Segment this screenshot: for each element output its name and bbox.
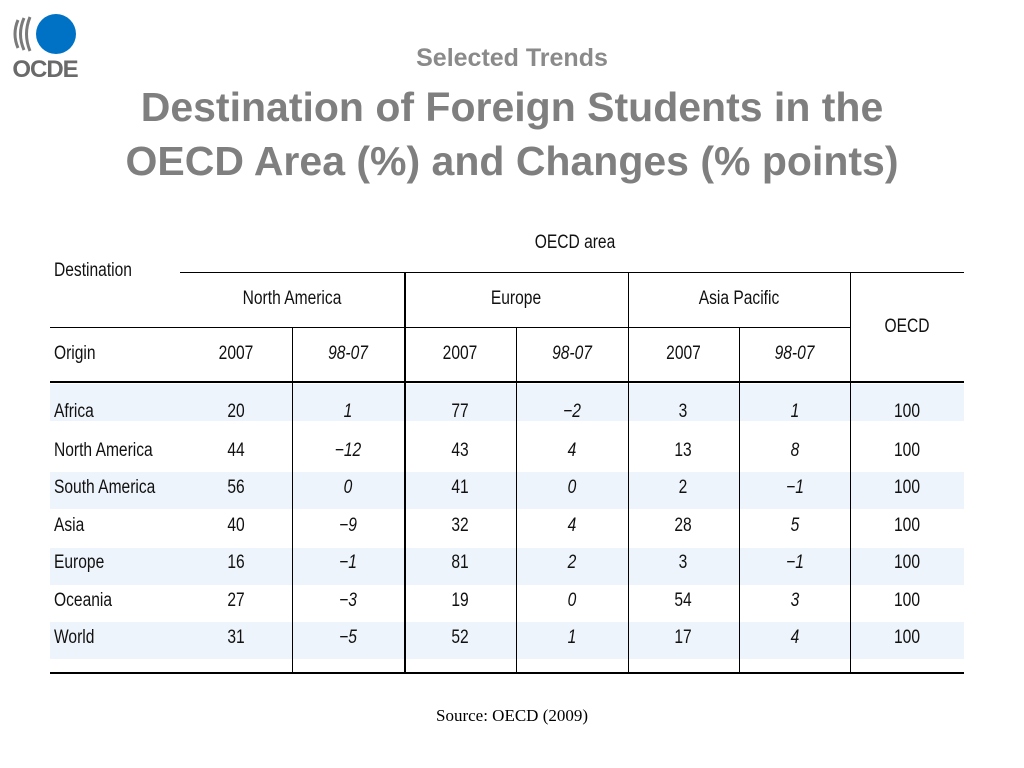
origin-cell: Asia	[54, 515, 85, 536]
col-divider	[404, 272, 406, 674]
value-cell: 100	[893, 590, 920, 611]
value-cell: −2	[563, 401, 581, 422]
value-cell: 0	[567, 477, 577, 498]
col-divider	[628, 272, 629, 674]
value-cell: 100	[893, 401, 920, 422]
value-cell: 0	[567, 590, 577, 611]
value-cell: 40	[227, 515, 245, 536]
value-cell: 2	[678, 477, 688, 498]
value-cell: 52	[451, 627, 469, 648]
value-cell: 1	[790, 401, 800, 422]
value-cell: 31	[227, 627, 245, 648]
col-divider	[516, 327, 517, 674]
subheader-2007: 2007	[666, 343, 701, 364]
value-cell: −1	[339, 552, 357, 573]
subheader-98-07: 98-07	[328, 343, 368, 364]
value-cell: −1	[786, 477, 804, 498]
title-line-2: OECD Area (%) and Changes (% points)	[125, 138, 899, 184]
origin-cell: South America	[54, 477, 156, 498]
oecd-area-header: OECD area	[534, 232, 616, 253]
value-cell: −5	[339, 627, 357, 648]
value-cell: 20	[227, 401, 245, 422]
value-cell: 1	[343, 401, 353, 422]
value-cell: 19	[451, 590, 469, 611]
value-cell: 3	[678, 401, 688, 422]
value-cell: 41	[451, 477, 469, 498]
origin-header: Origin	[54, 343, 96, 364]
group-header-north-america: North America	[242, 288, 342, 309]
subheader-2007: 2007	[218, 343, 254, 364]
rule-groups	[50, 327, 850, 328]
logo-text: OCDE	[12, 56, 78, 83]
value-cell: 77	[451, 401, 469, 422]
slide-title	[0, 80, 1024, 188]
value-cell: 0	[343, 477, 353, 498]
origin-cell: World	[54, 627, 95, 648]
value-cell: 17	[674, 627, 692, 648]
subheader-2007: 2007	[442, 343, 478, 364]
value-cell: 100	[893, 552, 920, 573]
value-cell: 44	[227, 440, 245, 461]
destination-header: Destination	[54, 260, 132, 281]
value-cell: 54	[674, 590, 692, 611]
subheader-98-07: 98-07	[774, 343, 815, 364]
source-note: Source: OECD (2009)	[435, 706, 589, 725]
value-cell: 2	[567, 552, 577, 573]
value-cell: 100	[893, 477, 920, 498]
value-cell: 3	[790, 590, 800, 611]
value-cell: 27	[227, 590, 245, 611]
rule-header-bottom	[50, 381, 964, 383]
value-cell: 56	[227, 477, 245, 498]
value-cell: 4	[790, 627, 800, 648]
value-cell: 4	[567, 440, 577, 461]
value-cell: 1	[567, 627, 577, 648]
origin-cell: North America	[54, 440, 153, 461]
oecd-header: OECD	[884, 316, 930, 337]
value-cell: 32	[451, 515, 469, 536]
value-cell: 8	[790, 440, 800, 461]
data-table	[50, 226, 964, 676]
value-cell: 100	[893, 440, 920, 461]
value-cell: 81	[451, 552, 469, 573]
value-cell: 16	[227, 552, 245, 573]
value-cell: 100	[893, 515, 920, 536]
title-line-1: Destination of Foreign Students in the	[140, 84, 884, 130]
value-cell: 13	[674, 440, 692, 461]
col-divider	[850, 272, 851, 674]
rule-table-bottom	[50, 672, 964, 674]
value-cell: −12	[334, 440, 362, 461]
group-header-europe: Europe	[490, 288, 542, 309]
origin-cell: Europe	[54, 552, 105, 573]
value-cell: 4	[567, 515, 577, 536]
col-divider	[739, 327, 740, 674]
origin-cell: Africa	[54, 401, 94, 422]
value-cell: 100	[893, 627, 920, 648]
group-header-asia-pacific: Asia Pacific	[698, 288, 780, 309]
value-cell: −9	[339, 515, 357, 536]
value-cell: −1	[786, 552, 804, 573]
rule-oecd-area	[180, 272, 964, 273]
value-cell: 3	[678, 552, 688, 573]
subheader-98-07: 98-07	[552, 343, 592, 364]
value-cell: 43	[451, 440, 469, 461]
col-divider	[292, 327, 293, 674]
value-cell: 28	[674, 515, 692, 536]
value-cell: 5	[790, 515, 800, 536]
value-cell: −3	[339, 590, 357, 611]
slide-subtitle: Selected Trends	[416, 44, 608, 72]
origin-cell: Oceania	[54, 590, 113, 611]
